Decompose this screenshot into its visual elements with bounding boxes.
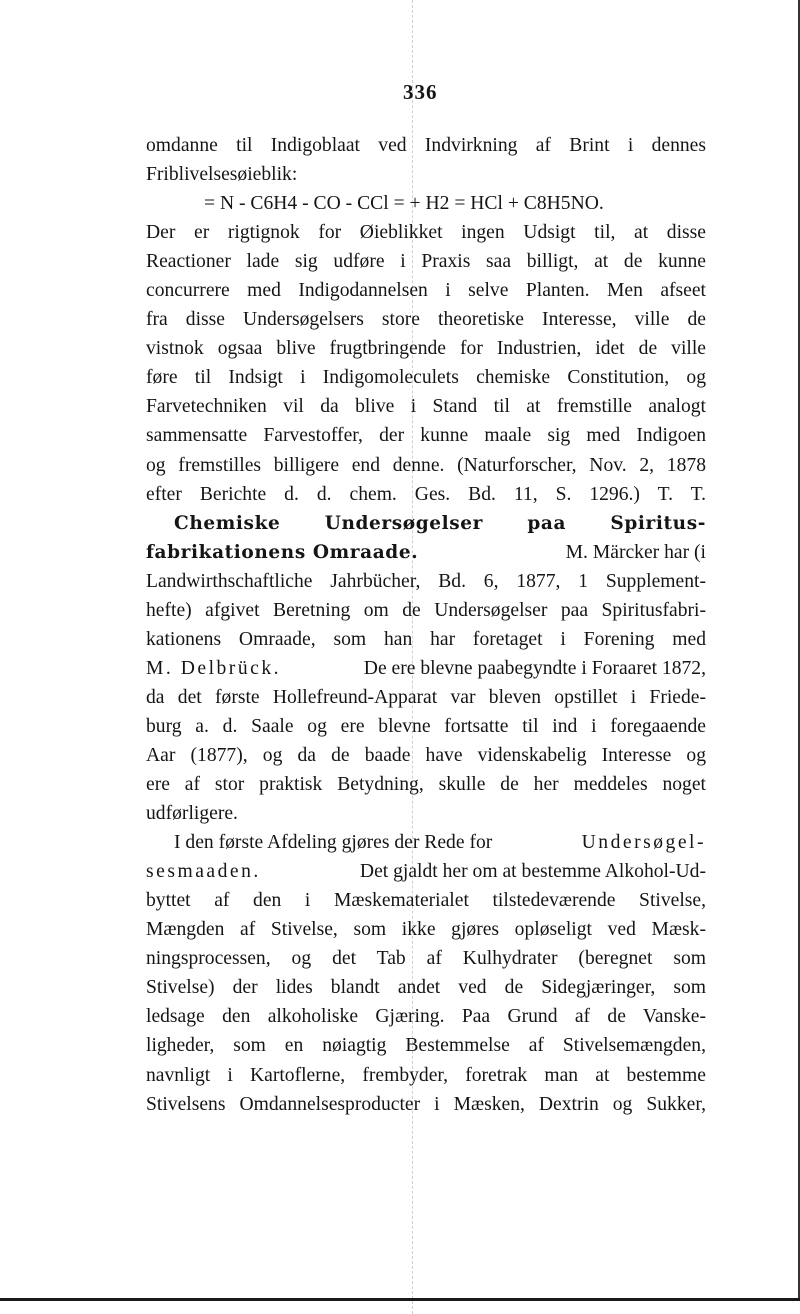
text-line: fra disse Undersøgelsers store theoretiske Interesse, ville de (146, 309, 706, 331)
body-text (146, 131, 706, 1119)
text-line: Stivelse) der lides blandt andet ved de Sidegjæringer, som (146, 977, 706, 999)
section-heading-cont: fabrikationens Omraade. (146, 541, 419, 563)
section-heading: Chemiske Undersøgelser paa Spiritus- (174, 512, 706, 534)
text-line: efter Berichte d. d. chem. Ges. Bd. 11, S. 1296.) T. T. (146, 483, 706, 505)
text-line: Mængden af Stivelse, som ikke gjøres opløseligt ved Mæsk- (146, 919, 706, 941)
text-line: navnligt i Kartoflerne, frembyder, foretrak man at bestemme (146, 1064, 706, 1086)
text-line: ledsage den alkoholiske Gjæring. Paa Grund af de Vanske- (146, 1006, 706, 1028)
text-line: hefte) afgivet Beretning om de Undersøgelser paa Spiritusfabri- (146, 599, 706, 621)
text-fragment: I den første Afdeling gjøres der Rede for (174, 832, 493, 854)
author-reference: M. Märcker har (i (565, 541, 706, 563)
text-line: ere af stor praktisk Betydning, skulle de her meddeles noget (146, 774, 706, 796)
text-line: vistnok ogsaa blive frugtbringende for Industrien, idet de ville (146, 338, 706, 360)
text-line (146, 857, 706, 886)
text-line: føre til Indsigt i Indigomoleculets chemiske Constitution, og (146, 367, 706, 389)
text-line: concurrere med Indigodannelsen i selve Planten. Men afseet (146, 280, 706, 302)
text-line: da det første Hollefreund-Apparat var bleven opstillet i Friede- (146, 686, 706, 708)
text-line: Reactioner lade sig udføre i Praxis saa billigt, at de kunne (146, 251, 706, 273)
text-line: burg a. d. Saale og ere blevne fortsatte til ind i foregaaende (146, 715, 706, 737)
text-fragment: Det gjaldt her om at bestemme Alkohol-Ud- (359, 861, 706, 883)
text-line: byttet af den i Mæskematerialet tilstedeværende Stivelse, (146, 890, 706, 912)
text-line: kationens Omraade, som han har foretaget i Forening med (146, 628, 706, 650)
text-line (146, 654, 706, 683)
text-line (146, 538, 706, 567)
text-line: Farvetechniken vil da blive i Stand til at fremstille analogt (146, 396, 706, 418)
text-line (146, 828, 706, 857)
emphasized-term: Undersøgel- (581, 832, 706, 854)
text-line: udførligere. (146, 803, 238, 825)
chemical-formula: = N - C6H4 - CO - CCl = + H2 = HCl + C8H5NO. (204, 193, 604, 215)
text-line: Der er rigtignok for Øieblikket ingen Udsigt til, at disse (146, 222, 706, 244)
page-number: 336 (403, 80, 438, 104)
text-line: omdanne til Indigoblaat ved Indvirkning af Brint i dennes (146, 135, 706, 156)
text-line: Aar (1877), og da de baade have videnskabelig Interesse og (146, 744, 706, 766)
text-fragment: De ere blevne paabegyndte i Foraaret 1872, (363, 657, 706, 679)
page-edge-bottom (0, 1298, 800, 1301)
text-line: Stivelsens Omdannelsesproducter i Mæsken, Dextrin og Sukker, (146, 1093, 706, 1115)
text-line: Landwirthschaftliche Jahrbücher, Bd. 6, 1877, 1 Supplement- (146, 570, 706, 592)
text-line: sammensatte Farvestoffer, der kunne maale sig med Indigoen (146, 425, 706, 447)
text-line: ningsprocessen, og det Tab af Kulhydrater (beregnet som (146, 948, 706, 970)
text-line: ligheder, som en nøiagtig Bestemmelse af Stivelsemængden, (146, 1035, 706, 1057)
emphasized-term: sesmaaden. (146, 861, 261, 883)
text-line: og fremstilles billigere end denne. (Naturforscher, Nov. 2, 1878 (146, 454, 706, 476)
author-name: M. Delbrück. (146, 657, 282, 679)
text-line: Friblivelsesøieblik: (146, 164, 298, 186)
